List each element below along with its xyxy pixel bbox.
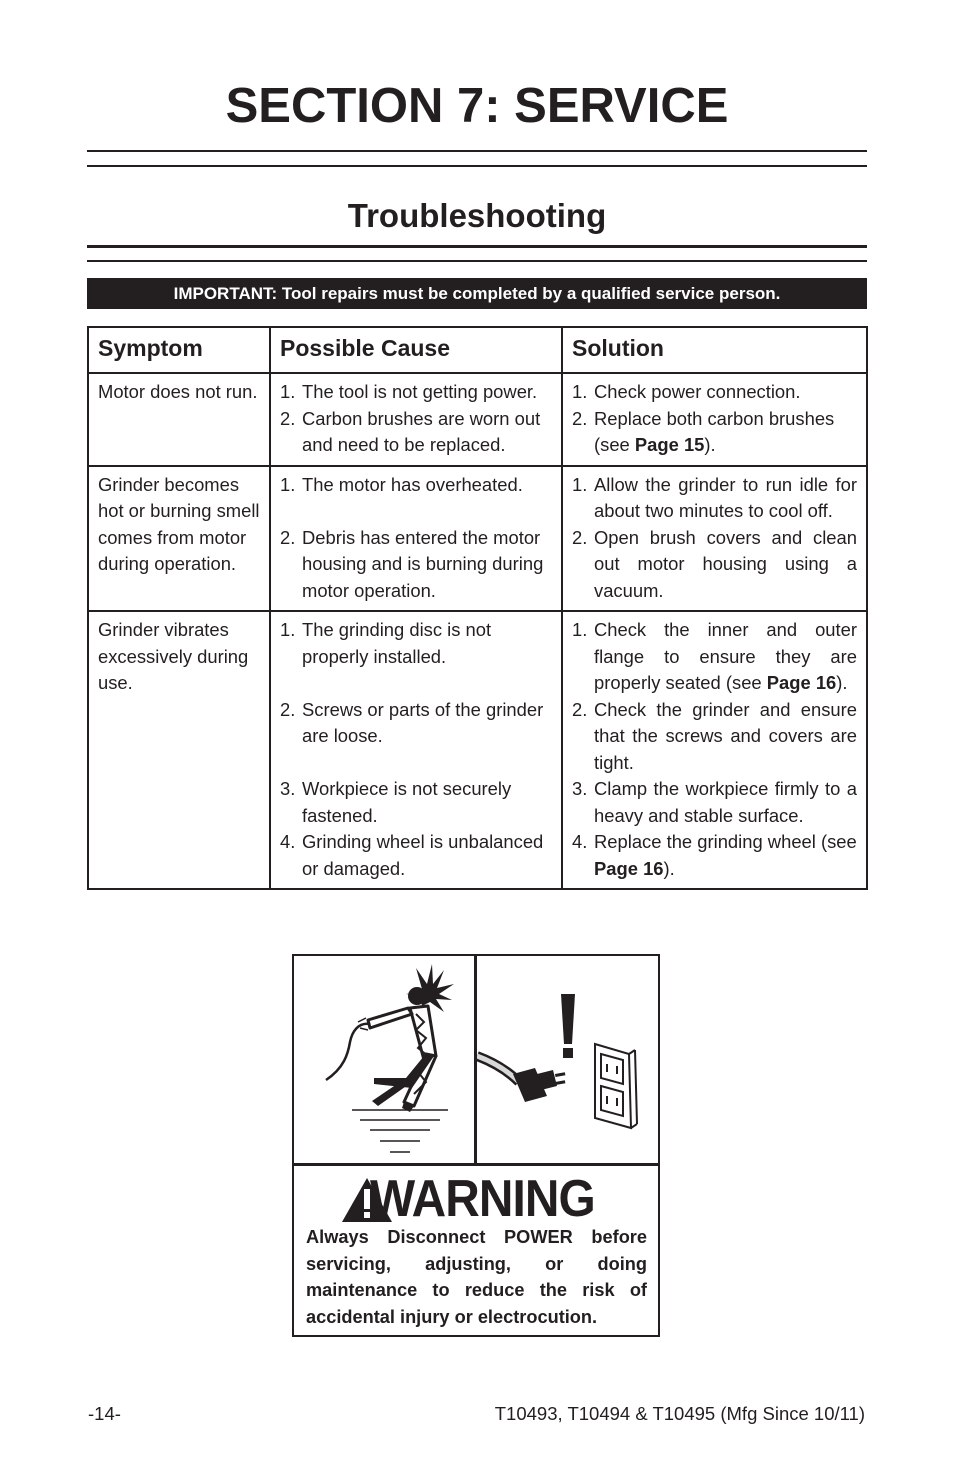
header-symptom: Symptom: [88, 327, 270, 373]
solution-item: 4. Replace the grinding wheel (see Page 16).: [572, 831, 857, 879]
subtitle-rule-top: [87, 245, 867, 248]
cause-cell: [270, 373, 562, 466]
solution-item: 1. Check the inner and outer flange to ensure they are properly seated (see Page 16).: [572, 619, 857, 693]
warning-box: [292, 954, 660, 1337]
cause-item: 1. The motor has overheated.: [280, 473, 523, 495]
solution-item: 1. Check power connection.: [572, 381, 801, 402]
solution-cell: [562, 373, 867, 466]
cause-item: 2. Carbon brushes are worn out and need to be replaced.: [280, 407, 541, 455]
solution-item: 2. Open brush covers and clean out motor housing using a vacuum.: [572, 526, 857, 601]
warning-text: Always Disconnect POWER before servicing, adjusting, or doing maintenance to reduce the risk of accidental injury or electrocution.: [306, 1227, 647, 1327]
subsection-title: Troubleshooting: [347, 197, 607, 234]
title-rule-bottom: [87, 165, 867, 167]
electrocution-figure-icon: [294, 956, 474, 1163]
solution-cell: [562, 466, 867, 612]
title-rule-top: [87, 150, 867, 152]
warning-heading: [294, 1170, 658, 1228]
cause-item: 2. Debris has entered the motor housing and is burning during motor operation.: [280, 526, 544, 601]
symptom-cell: Grinder vibrates excessively during use.: [88, 611, 270, 889]
page-reference: Page 16: [594, 857, 664, 879]
troubleshooting-table: [87, 326, 868, 890]
solution-item: 3. Clamp the workpiece firmly to a heavy and stable surface.: [572, 778, 857, 826]
header-possible-cause: Possible Cause: [270, 327, 562, 373]
warning-word: WARNING: [370, 1170, 595, 1228]
cause-item: 1. The tool is not getting power.: [280, 381, 538, 402]
model-info: T10493, T10494 & T10495 (Mfg Since 10/11): [494, 1403, 865, 1424]
solution-item: 1. Allow the grinder to run idle for about two minutes to cool off.: [572, 473, 857, 521]
cause-item: 4. Grinding wheel is unbalanced or damaged.: [280, 831, 544, 879]
plug-outlet-panel: [477, 956, 659, 1163]
table-header-row: [88, 327, 867, 373]
table-row: [88, 466, 867, 612]
page-reference: Page 16: [766, 672, 837, 693]
page-number: -14-: [88, 1403, 121, 1424]
symptom-cell: Motor does not run.: [88, 373, 270, 466]
table-row: [88, 373, 867, 466]
exclamation-icon: [561, 994, 575, 1058]
header-solution: Solution: [562, 327, 867, 373]
solution-item: 2. Replace both carbon brushes (see Page 15).: [572, 407, 835, 455]
cause-item: 2. Screws or parts of the grinder are loose.: [280, 698, 544, 746]
section-title: SECTION 7: SERVICE: [225, 79, 729, 133]
page-reference: Page 15: [634, 434, 705, 455]
subtitle-rule-bottom: [87, 260, 867, 262]
important-notice: IMPORTANT: Tool repairs must be completed by a qualified service person.: [87, 278, 867, 309]
cause-cell: [270, 611, 562, 889]
cause-item: 1. The grinding disc is not properly installed.: [280, 619, 492, 667]
outlet-icon: [595, 1044, 637, 1128]
cause-item: 3. Workpiece is not securely fastened.: [280, 778, 512, 826]
symptom-cell: Grinder becomes hot or burning smell comes from motor during operation.: [88, 466, 270, 612]
solution-cell: [562, 611, 867, 889]
plug-icon: [477, 1056, 565, 1102]
table-row: [88, 611, 867, 889]
cause-cell: [270, 466, 562, 612]
panel-divider-horizontal: [294, 1163, 658, 1166]
solution-item: 2. Check the grinder and ensure that the screws and covers are tight.: [572, 698, 857, 773]
